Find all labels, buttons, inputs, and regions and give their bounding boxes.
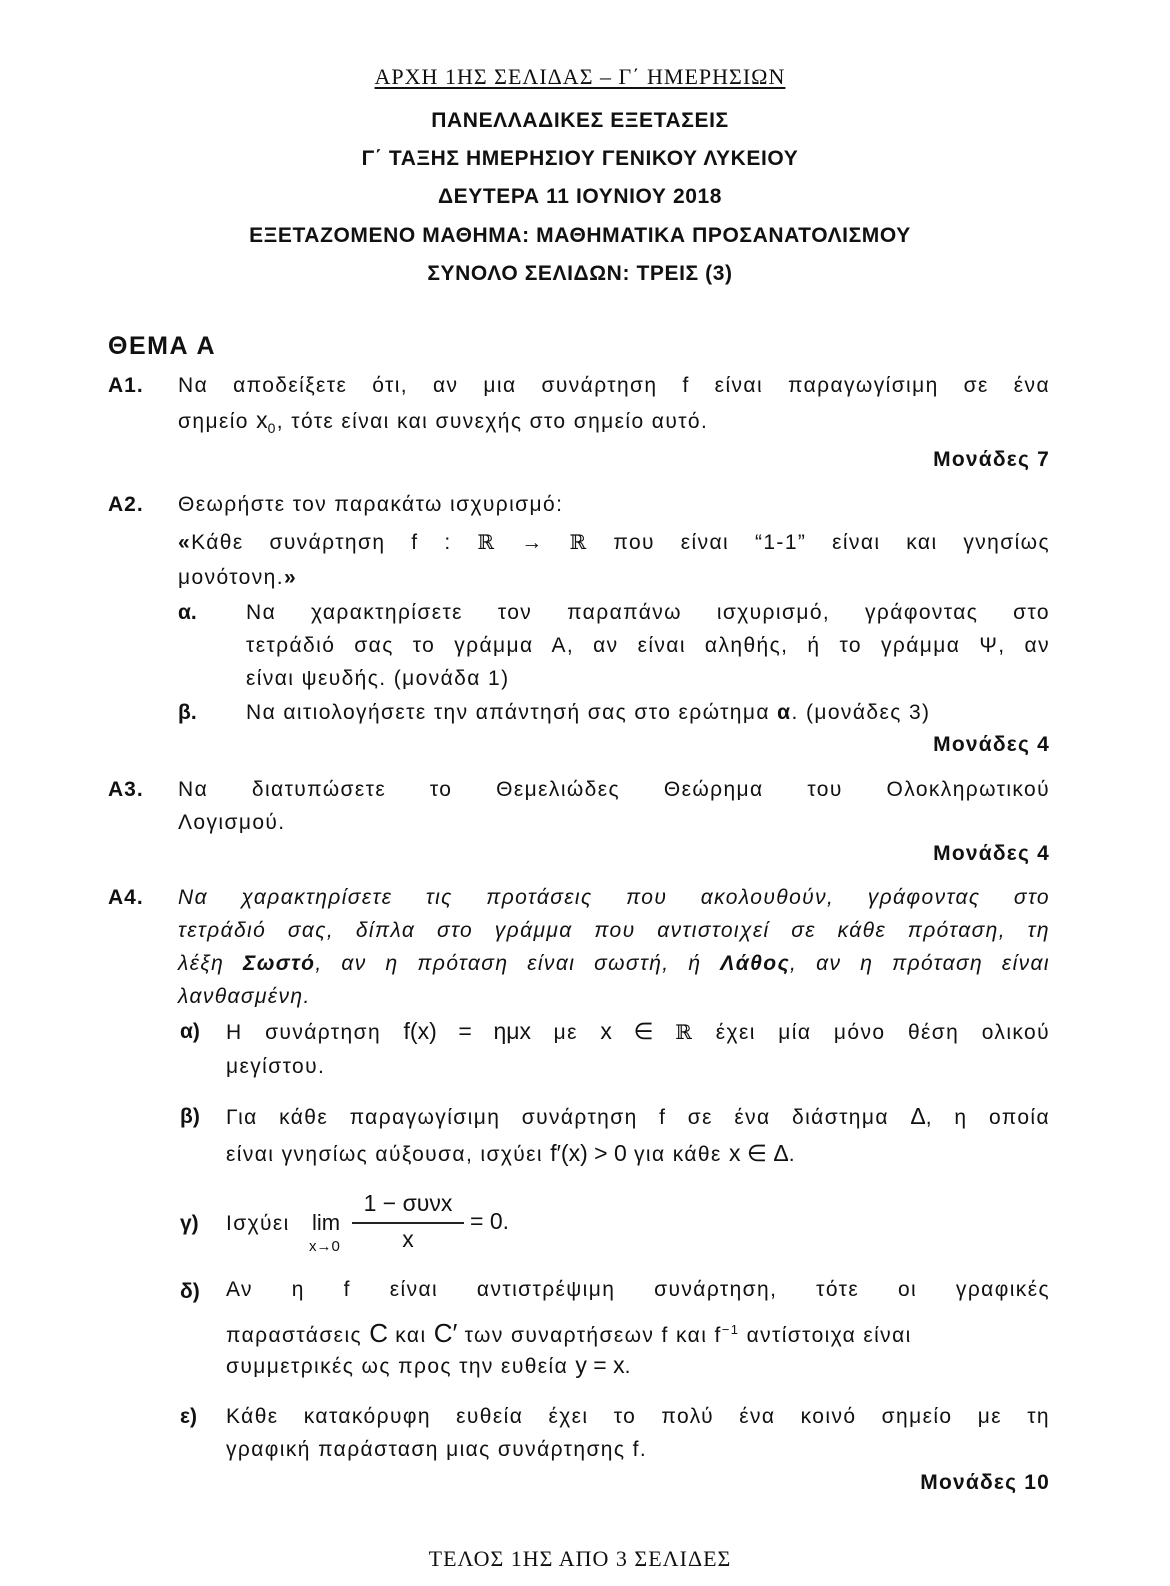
a4-intro-line1: Να χαρακτηρίσετε τις προτάσεις που ακολουθούν, γράφοντας στο <box>178 886 1050 909</box>
exam-page-count: ΣΥΝΟΛΟ ΣΕΛΙΔΩΝ: ΤΡΕΙΣ (3) <box>427 262 733 285</box>
a4-item-label-e: ε) <box>180 1405 197 1428</box>
exam-class: Γ΄ ΤΑΞΗΣ ΗΜΕΡΗΣΙΟΥ ΓΕΝΙΚΟΥ ΛΥΚΕΙΟΥ <box>361 147 799 170</box>
a2-sub-b-text: Να αιτιολογήσετε την απάντησή σας στο ερώτημα α. (μονάδες 3) <box>246 701 931 724</box>
a2-sub-a-line2: τετράδιό σας το γράμμα Α, αν είναι αληθής, ή το γράμμα Ψ, αν <box>246 634 1050 657</box>
question-label-a1: Α1. <box>108 374 144 397</box>
a4-item-label-a: α) <box>180 1020 200 1043</box>
theme-title: ΘΕΜΑ Α <box>108 332 217 360</box>
question-label-a3: Α3. <box>108 778 144 801</box>
x0-variable: x <box>256 407 268 433</box>
a2-sub-a-line1: Να χαρακτηρίσετε τον παραπάνω ισχυρισμό, γράφοντας στο <box>246 601 1050 624</box>
a4-item-label-c: γ) <box>180 1212 199 1235</box>
a4-intro-line3: λέξη Σωστό, αν η πρόταση είναι σωστή, ή Λάθος, αν η πρόταση είναι <box>178 952 1050 975</box>
a3-text-line2: Λογισμού. <box>178 811 286 834</box>
a3-marks: Μονάδες 4 <box>933 842 1050 865</box>
a1-text-line2: σημείο $x_0$, τότε είναι και συνεχής στο σημείο αυτό. <box>178 407 709 437</box>
a1-text-line1: Να αποδείξετε ότι, αν μια συνάρτηση f είναι παραγωγίσιμη σε ένα <box>178 374 1050 397</box>
a4-item-a-line1: Η συνάρτηση f(x) = ημx με x ∈ ℝ έχει μία μόνο θέση ολικού <box>226 1018 1051 1044</box>
a2-marks: Μονάδες 4 <box>933 733 1050 756</box>
a1-marks: Μονάδες 7 <box>933 448 1050 471</box>
a4-item-d-line2: παραστάσεις C και C′ των συναρτήσεων f και $f^{-1}$ αντίστοιχα είναι <box>226 1318 912 1348</box>
a4-item-d-line3: συμμετρικές ως προς την ευθεία y = x. <box>226 1352 632 1378</box>
a4-intro-line4: λανθασμένη. <box>178 985 311 1008</box>
a4-item-e-line1: Κάθε κατακόρυφη ευθεία έχει το πολύ ένα κοινό σημείο με τη <box>226 1405 1050 1428</box>
a2-text-line1: Θεωρήστε τον παρακάτω ισχυρισμό: <box>178 493 564 516</box>
fraction-bar <box>352 1222 464 1224</box>
a2-sub-label-b: β. <box>178 701 197 724</box>
page-header-mark: ΑΡΧΗ 1ΗΣ ΣΕΛΙΔΑΣ – Γ΄ ΗΜΕΡΗΣΙΩΝ <box>374 64 786 89</box>
question-label-a2: Α2. <box>108 493 144 516</box>
a4-item-e-line2: γραφική παράσταση μιας συνάρτησης f. <box>226 1438 648 1461</box>
a2-text-line3: μονότονη.» <box>178 566 298 589</box>
a2-sub-label-a: α. <box>178 601 197 624</box>
a4-marks: Μονάδες 10 <box>920 1471 1050 1494</box>
a2-text-line2: «Κάθε συνάρτηση f : ℝ → ℝ που είναι “1-1” είναι και γνησίως <box>178 530 1051 554</box>
a2-sub-a-line3: είναι ψευδής. (μονάδα 1) <box>246 667 510 690</box>
a4-item-b-line1: Για κάθε παραγωγίσιμη συνάρτηση f σε ένα διάστημα Δ, η οποία <box>226 1103 1051 1129</box>
page-footer-mark: ΤΕΛΟΣ 1ΗΣ ΑΠΟ 3 ΣΕΛΙΔΕΣ <box>428 1546 732 1571</box>
exam-date: ΔΕΥΤΕΡΑ 11 ΙΟΥΝΙΟΥ 2018 <box>437 185 723 208</box>
a4-item-c-text: Ισχύει <box>226 1212 290 1235</box>
a3-text-line1: Να διατυπώσετε το Θεμελιώδες Θεώρημα του Ολοκληρωτικού <box>178 778 1050 801</box>
a4-item-b-line2: είναι γνησίως αύξουσα, ισχύει f′(x) > 0 για κάθε x ∈ Δ. <box>226 1140 796 1166</box>
exam-title: ΠΑΝΕΛΛΑΔΙΚΕΣ ΕΞΕΤΑΣΕΙΣ <box>431 109 729 132</box>
a4-item-label-b: β) <box>180 1105 200 1128</box>
limit-expression: lim x→0 1 − συνx x = 0. <box>309 1190 510 1255</box>
a4-intro-line2: τετράδιό σας, δίπλα στο γράμμα που αντιστοιχεί σε κάθε πρόταση, τη <box>178 919 1050 942</box>
exam-subject: ΕΞΕΤΑΖΟΜΕΝΟ ΜΑΘΗΜΑ: ΜΑΘΗΜΑΤΙΚΑ ΠΡΟΣΑΝΑΤΟΛΙΣΜΟΥ <box>249 224 911 247</box>
question-label-a4: Α4. <box>108 886 144 909</box>
a4-item-label-d: δ) <box>180 1280 200 1303</box>
a4-item-d-line1: Αν η f είναι αντιστρέψιμη συνάρτηση, τότε οι γραφικές <box>226 1278 1050 1301</box>
a4-item-a-line2: μεγίστου. <box>226 1055 326 1078</box>
